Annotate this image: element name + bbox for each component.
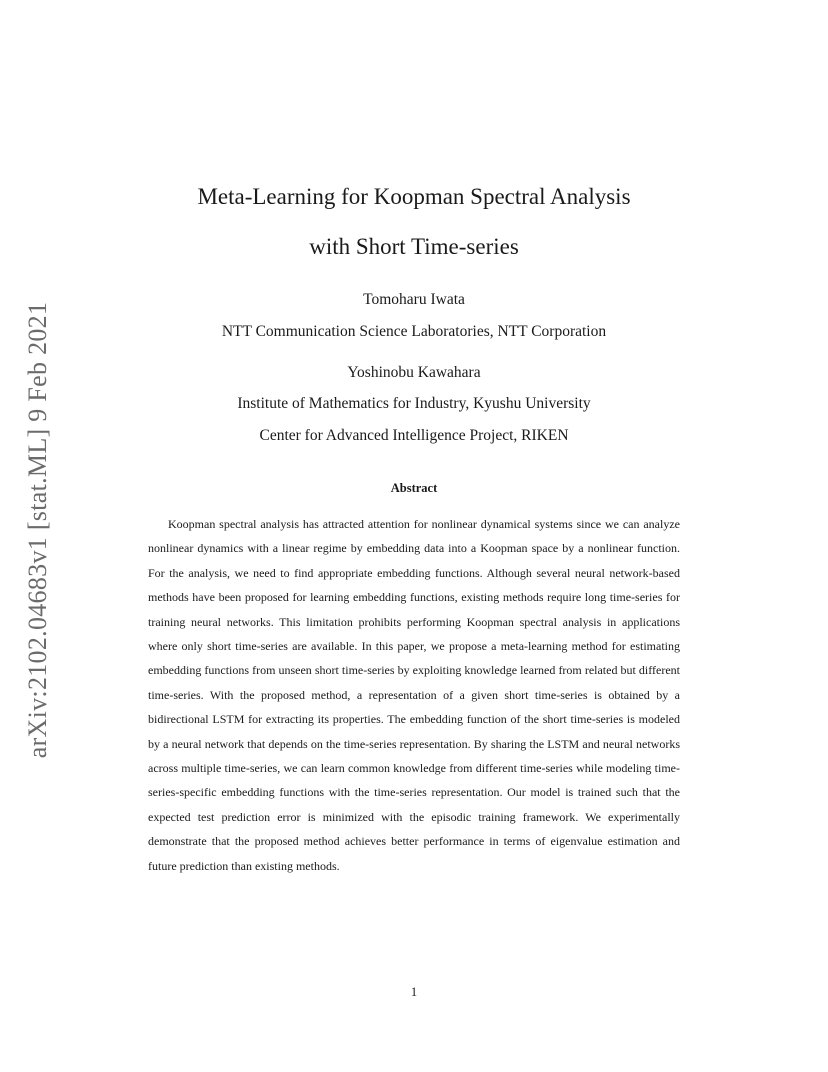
abstract-heading: Abstract — [390, 481, 438, 495]
author-name: Yoshinobu Kawahara — [347, 364, 481, 381]
page-number: 1 — [410, 985, 418, 999]
arxiv-identifier-stamp: arXiv:2102.04683v1 [stat.ML] 9 Feb 2021 — [23, 301, 52, 759]
paper-title-line-1: Meta-Learning for Koopman Spectral Analysis — [197, 184, 631, 209]
paper-title-line-2: with Short Time-series — [309, 234, 519, 259]
author-affiliation: NTT Communication Science Laboratories, NTT Corporation — [221, 323, 607, 340]
author-name: Tomoharu Iwata — [363, 291, 465, 308]
abstract-text: Koopman spectral analysis has attracted attention for nonlinear dynamical systems since we can analyze nonlinear dynamics with a linear regime by embedding data into a Koopman space by a nonlinear function. For the analysis, we need to find appropriate embedding functions. Although several neural network-based methods have been proposed for learning embedding functions, existing methods require long time-series for training neural networks. This limitation prohibits performing Koopman spectral analysis in applications where only short time-series are available. In this paper, we propose a meta-learning method for estimating embedding functions from unseen short time-series by exploiting knowledge learned from related but different time-series. With the proposed method, a representation of a given short time-series is obtained by a bidirectional LSTM for extracting its properties. The embedding function of the short time-series is modeled by a neural network that depends on the time-series representation. By sharing the LSTM and neural networks across multiple time-series, we can learn common knowledge from different time-series while modeling time-series-specific embedding functions with the time-series representation. Our model is trained such that the expected test prediction error is minimized with the episodic training framework. We experimentally demonstrate that the proposed method achieves better performance in terms of eigenvalue estimation and future prediction than existing methods. — [148, 517, 680, 873]
author-affiliation: Institute of Mathematics for Industry, Kyushu University — [237, 395, 591, 412]
author-affiliation: Center for Advanced Intelligence Project, RIKEN — [259, 427, 569, 444]
